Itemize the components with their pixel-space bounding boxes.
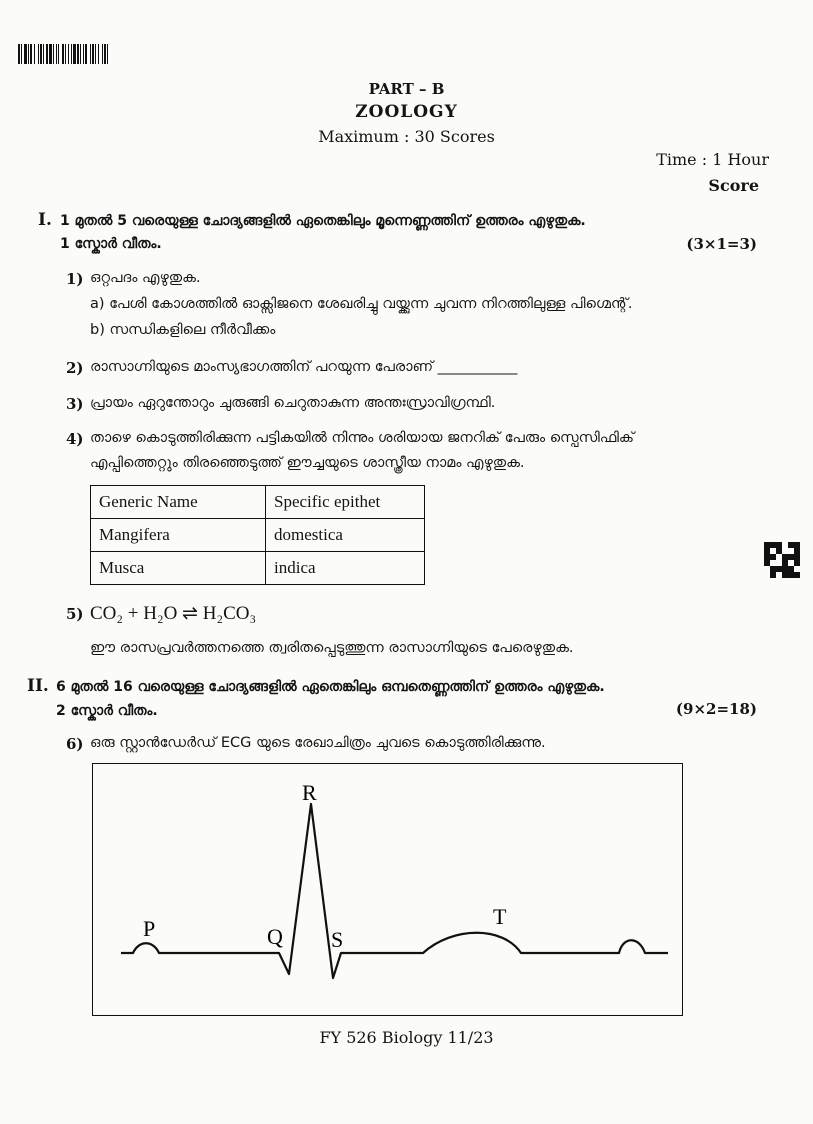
- ecg-label-r: R: [302, 780, 317, 805]
- q5-equation: CO₂ + H₂O ⇌ H₂CO₃: [90, 603, 257, 624]
- q3-number: 3): [66, 395, 84, 413]
- ecg-label-t: T: [493, 904, 507, 929]
- qr-code: [764, 542, 800, 578]
- footer-code: FY 526 Biology 11/23: [319, 1028, 494, 1047]
- q5-number: 5): [66, 605, 84, 623]
- generic-name-table: [90, 485, 425, 585]
- section1-marks-each: 1 സ്കോർ വീതം.: [60, 236, 162, 252]
- max-scores: Maximum : 30 Scores: [318, 127, 495, 146]
- section1-numeral: I.: [38, 210, 52, 230]
- ecg-label-q: Q: [267, 924, 283, 949]
- section2-numeral: II.: [27, 676, 49, 696]
- score-label: Score: [708, 176, 759, 195]
- section1-instruction: 1 മുതൽ 5 വരെയുള്ള ചോദ്യങ്ങളിൽ ഏതെങ്കിലും മൂന്നെണ്ണത്തിന് ഉത്തരം എഴുതുക.: [60, 213, 586, 229]
- q5-text: ഈ രാസപ്രവർത്തനത്തെ ത്വരിതപ്പെടുത്തുന്ന രാസാഗ്നിയുടെ പേരെഴുതുക.: [90, 640, 574, 656]
- table-cell: Musca: [91, 552, 266, 585]
- section2-scoring: (9×2=18): [675, 700, 757, 718]
- q4-number: 4): [66, 430, 84, 448]
- table-cell: indica: [266, 552, 425, 585]
- table-header-row: [91, 486, 425, 519]
- ecg-diagram-frame: [92, 763, 683, 1016]
- ecg-label-s: S: [331, 927, 344, 952]
- ecg-trace: [121, 804, 668, 978]
- q2-number: 2): [66, 359, 84, 377]
- barcode: [18, 44, 142, 64]
- q3-text: പ്രായം ഏറുന്തോറും ചുരുങ്ങി ചെറുതാകുന്ന അന്തഃസ്രാവിഗ്രന്ഥി.: [90, 395, 496, 411]
- q4-line1: താഴെ കൊടുത്തിരിക്കുന്ന പട്ടികയിൽ നിന്നും ശരിയായ ജനറിക് പേരും സ്പെസിഫിക്: [90, 430, 635, 446]
- q1-number: 1): [66, 270, 84, 288]
- table-header-specific: Specific epithet: [266, 486, 425, 519]
- q6-number: 6): [66, 735, 84, 753]
- section2-instruction: 6 മുതൽ 16 വരെയുള്ള ചോദ്യങ്ങളിൽ ഏതെങ്കിലും ഒമ്പതെണ്ണത്തിന് ഉത്തരം എഴുതുക.: [56, 679, 605, 695]
- part-label: PART – B: [368, 80, 445, 98]
- table-row: [91, 519, 425, 552]
- section2-marks-each: 2 സ്കോർ വീതം.: [56, 703, 158, 719]
- section1-scoring: (3×1=3): [686, 235, 757, 253]
- q4-line2: എപ്പിത്തെറ്റും തിരഞ്ഞെടുത്ത് ഈച്ചയുടെ ശാസ്ത്രീയ നാമം എഴുതുക.: [90, 455, 525, 471]
- table-cell: domestica: [266, 519, 425, 552]
- q1-text: ഒറ്റപദം എഴുതുക.: [90, 270, 201, 286]
- subject-title: ZOOLOGY: [355, 102, 458, 122]
- table-header-generic: Generic Name: [91, 486, 266, 519]
- q6-text: ഒരു സ്റ്റാൻഡേർഡ് ECG യുടെ രേഖാചിത്രം ചുവടെ കൊടുത്തിരിക്കുന്നു.: [90, 735, 546, 751]
- q2-text: രാസാഗ്നിയുടെ മാംസ്യഭാഗത്തിന് പറയുന്ന പേരാണ് ___________: [90, 359, 518, 375]
- table-cell: Mangifera: [91, 519, 266, 552]
- ecg-diagram: [93, 764, 682, 1015]
- ecg-label-p: P: [143, 916, 156, 941]
- time-label: Time : 1 Hour: [656, 150, 769, 169]
- q1-part-a: a) പേശി കോശത്തിൽ ഓക്സിജനെ ശേഖരിച്ചു വയ്ക്കുന്ന ചുവന്ന നിറത്തിലുള്ള പിഗ്മെന്റ്.: [90, 296, 633, 312]
- q1-part-b: b) സന്ധികളിലെ നീർവീക്കം: [90, 322, 276, 338]
- table-row: [91, 552, 425, 585]
